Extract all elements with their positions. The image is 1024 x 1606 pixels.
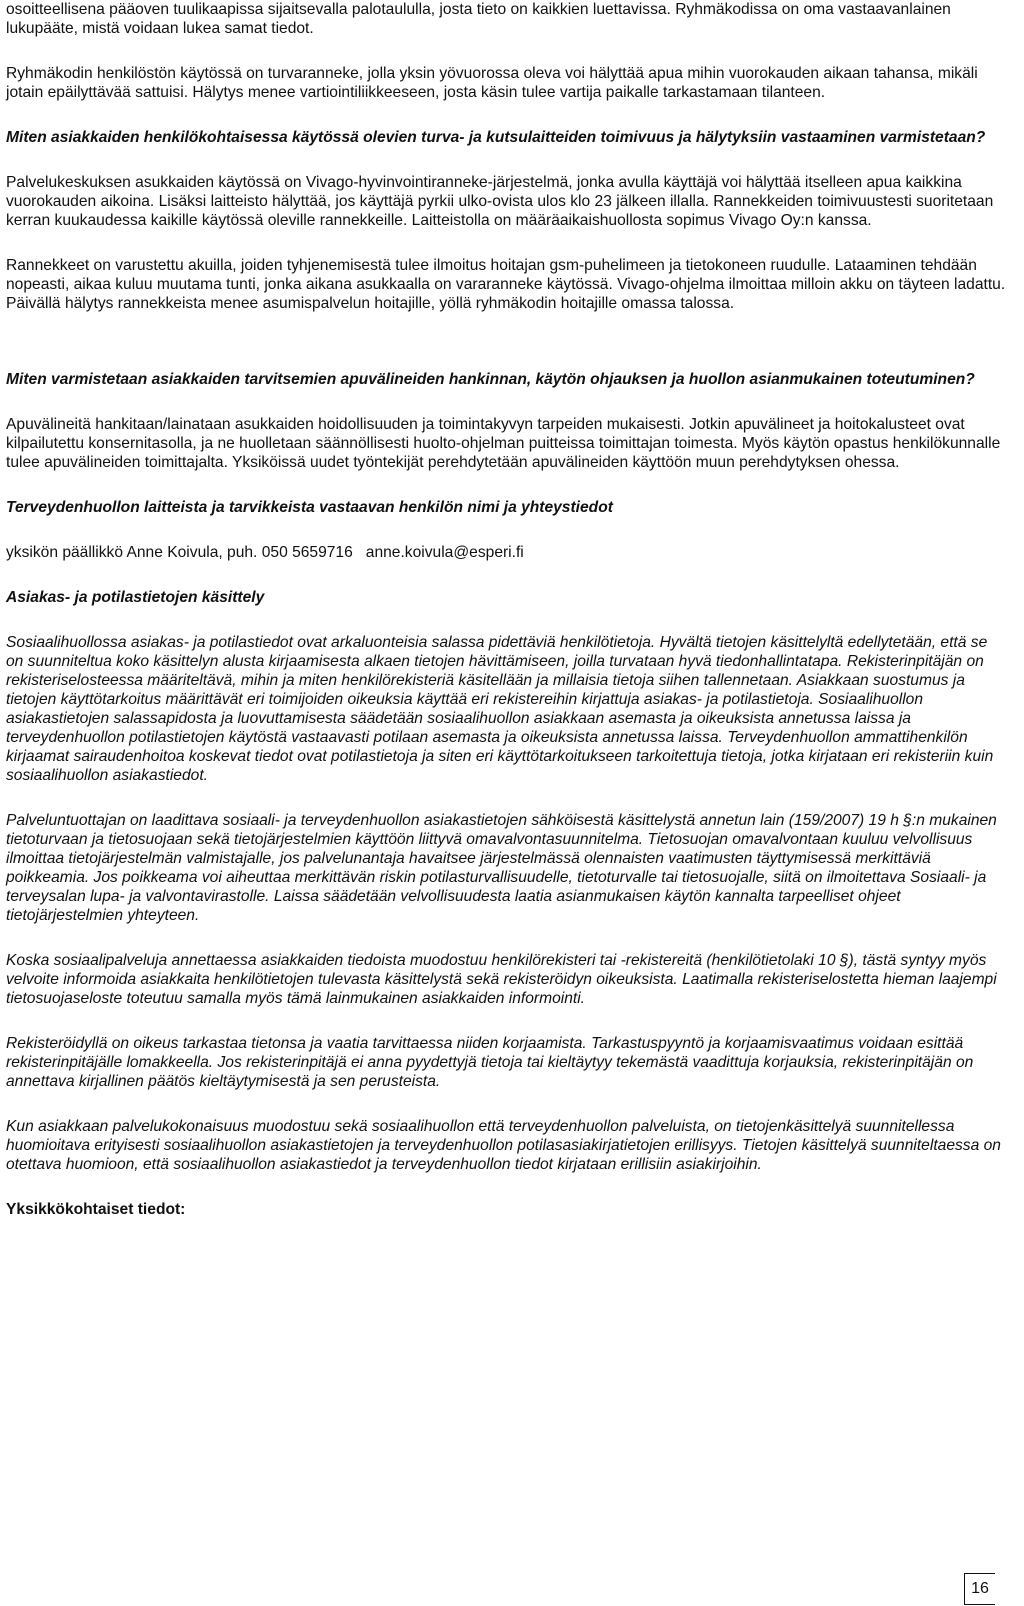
paragraph-confidential-data: Sosiaalihuollossa asiakas- ja potilastiedot ovat arkaluonteisia salassa pidettäviä henkilötietoja. Hyvältä tietojen käsittelyltä edellytetään, että se on suunniteltua koko käsittelyn alusta kirjaamisesta alkaen tietojen hävittämiseen, joilla turvataan hyvä tiedonhallintatapa. Rekisterinpitäjän on rekisteriselosteessa määriteltävä, mihin ja miten henkilörekisteriä käsitellään ja millaisia tietoja siihen tallennetaan. Asiakkaan suostumus ja tietojen käyttötarkoitus määrittävät eri toimijoiden oikeuksia käyttää eri rekistereihin kirjattuja asiakas- ja potilastietoja. Sosiaalihuollon asiakastietojen salassapidosta ja luovuttamisesta säädetään sosiaalihuollon asiakkaan asemasta ja oikeuksista annetussa laissa ja terveydenhuollon potilastietojen käytöstä vastaavasti potilaan asemasta ja oikeuksista annetussa laissa. Terveydenhuollon ammattihenkilön kirjaamat sairaudenhoitoa koskevat tiedot ovat potilastietoja ja siten eri käyttötarkoitukseen tarkoitettuja tietoja, jotka kirjataan eri rekisteriin kuin sosiaalihuollon asiakastiedot.	[6, 634, 994, 784]
contact-person: yksikön päällikkö Anne Koivula, puh. 050 5659716	[6, 544, 353, 561]
paragraph-assistive-devices: Apuvälineitä hankitaan/lainataan asukkaiden hoidollisuuden ja toimintakyvyn tarpeiden mukaisesti. Jotkin apuvälineet ja hoitokalusteet ovat kilpailutettu konsernitasolla, ja ne huolletaan säännöllisesti huolto-ohjelman puitteissa toimittajan toimesta. Myös käytön opastus henkilökunnalle tulee apuvälineiden toimittajalta. Yksiköissä uudet työntekijät perehdytetään apuvälineiden käyttöön muun perehdytyksen ohessa.	[6, 416, 1001, 471]
paragraph-vivago-system: Palvelukeskuksen asukkaiden käytössä on Vivago-hyvinvointiranneke-järjestelmä, jonka avulla käyttäjä voi hälyttää itselleen apua kaikkina vuorokauden aikoina. Lisäksi laitteisto hälyttää, jos käyttäjä pyrkii ulko-ovista ulos klo 23 jälkeen illalla. Rannekkeiden toimivuustesti suoritetaan kerran kuukaudessa kaikille käytössä oleville rannekkeille. Laitteistolla on määräaikaishuollosta sopimus Vivago Oy:n kanssa.	[6, 174, 994, 229]
document-page	[6, 0, 1006, 1219]
paragraph-fire-panel: osoitteellisena pääoven tuulikaapissa sijaitsevalla palotaululla, josta tieto on kaikkien luettavissa. Ryhmäkodissa on oma vastaavanlainen lukupääte, mistä voidaan lukea samat tiedot.	[6, 1, 951, 37]
paragraph-inspection-right: Rekisteröidyllä on oikeus tarkastaa tietonsa ja vaatia tarvittaessa niiden korjaamista. Tarkastuspyyntö ja korjaamisvaatimus voidaan esittää rekisterinpitäjälle lomakkeella. Jos rekisterinpitäjä ei anna pyydettyjä tietoja tai kieltäytyy tekemästä vaadittuja korjauksia, rekisterinpitäjän on annettava kirjallinen päätös kieltäytymisestä ja sen perusteista.	[6, 1035, 974, 1090]
heading-unit-specific: Yksikkökohtaiset tiedot:	[6, 1201, 186, 1218]
paragraph-safety-bracelet: Ryhmäkodin henkilöstön käytössä on turvaranneke, jolla yksin yövuorossa oleva voi hälyttää apua mihin vuorokauden aikaan tahansa, mikäli jotain epäilyttävää sattuisi. Hälytys menee vartiointiliikkeeseen, josta käsin tulee vartija paikalle tarkastamaan tilanteen.	[6, 65, 978, 101]
heading-assistive-devices: Miten varmistetaan asiakkaiden tarvitsemien apuvälineiden hankinnan, käytön ohjauksen ja huollon asianmukainen toteutuminen?	[6, 371, 975, 388]
contact-line	[6, 543, 1006, 562]
paragraph-alarm-routing: Päivällä hälytys rannekkeista menee asumispalvelun hoitajille, yöllä ryhmäkodin hoitajille omassa talossa.	[6, 295, 735, 312]
page-number: 16	[964, 1573, 995, 1605]
heading-responsible-person: Terveydenhuollon laitteista ja tarvikkeista vastaavan henkilön nimi ja yhteystiedot	[6, 499, 613, 516]
paragraph-register-information: Koska sosiaalipalveluja annettaessa asiakkaiden tiedoista muodostuu henkilörekisteri tai -rekistereitä (henkilötietolaki 10 §), tästä syntyy myös velvoite informoida asiakkaita henkilötietojen tulevasta käsittelystä sekä rekisteröidyn oikeuksista. Laatimalla rekisteriselostetta hieman laajempi tietosuojaseloste toteutuu samalla myös tämä lainmukainen asiakkaiden informointi.	[6, 952, 997, 1007]
contact-email: anne.koivula@esperi.fi	[365, 544, 524, 561]
heading-alarm-devices: Miten asiakkaiden henkilökohtaisessa käytössä olevien turva- ja kutsulaitteiden toimivuus ja hälytyksiin vastaaminen varmistetaan?	[6, 129, 986, 146]
heading-data-processing: Asiakas- ja potilastietojen käsittely	[6, 589, 265, 606]
paragraph-separate-records: Kun asiakkaan palvelukokonaisuus muodostuu sekä sosiaalihuollon että terveydenhuollon palveluista, on tietojenkäsittelyä suunnitellessa huomioitava erityisesti sosiaalihuollon asiakastietojen ja terveydenhuollon potilasasiakirjatietojen erillisyys. Tietojen käsittelyä suunniteltaessa on otettava huomioon, että sosiaalihuollon asiakastiedot ja terveydenhuollon tiedot kirjataan erillisiin asiakirjoihin.	[6, 1118, 1001, 1173]
paragraph-self-monitoring-plan: Palveluntuottajan on laadittava sosiaali- ja terveydenhuollon asiakastietojen sähköisestä käsittelystä annetun lain (159/2007) 19 h §:n mukainen tietoturvaan ja tietosuojaan sekä tietojärjestelmien käyttöön liittyvä omavalvontasuunnitelma. Tietosuojan omavalvontaan kuuluu velvollisuus ilmoittaa tietojärjestelmän valmistajalle, jos palvelunantaja havaitsee järjestelmässä olennaisten vaatimusten täyttymisessä merkittäviä poikkeamia. Jos poikkeama voi aiheuttaa merkittävän riskin potilasturvallisuudelle, tietoturvalle tai tietosuojalle, siitä on ilmoitettava Sosiaali- ja terveysalan lupa- ja valvontavirastolle. Laissa säädetään velvollisuudesta laatia asianmukaisen käytön kannalta tarpeelliset ohjeet tietojärjestelmien yhteyteen.	[6, 812, 997, 924]
paragraph-bracelet-battery: Rannekkeet on varustettu akuilla, joiden tyhjenemisestä tulee ilmoitus hoitajan gsm-puhelimeen ja tietokoneen ruudulle. Lataaminen tehdään nopeasti, aikaa kuluu muutama tunti, jonka aikana asukkaalla on vararanneke käytössä. Vivago-ohjelma ilmoittaa milloin akku on täyteen ladattu.	[6, 257, 1006, 293]
